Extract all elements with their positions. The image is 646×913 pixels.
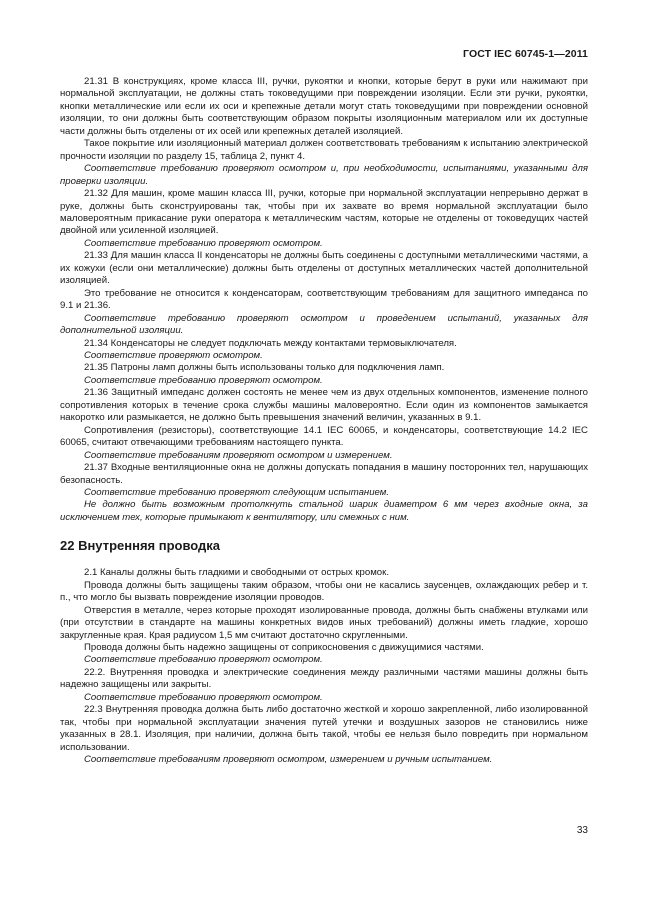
compliance-note: Соответствие требованию проверяют осмотром. [84,691,323,703]
paragraph: Такое покрытие или изоляционный материал должен соответствовать требованиям к испытанию электрической прочности изоляции по разделу 15, таблица 2, пункт 4. [60,138,588,162]
compliance-note: Соответствие проверяют осмотром. [84,349,263,361]
page-content [60,76,588,767]
compliance-note: Соответствие требованию проверяют осмотром. [84,237,323,249]
paragraph: Отверстия в металле, через которые проходят изолированные провода, должны быть снабжены втулками или (при отсутствии в стандарте на машины конкретных видов иных требований) должны иметь гладкие, хорошо закругленные края. Края радиусом 1,5 мм считают достаточно скругленными. [60,604,588,641]
compliance-note: Соответствие требованию проверяют следующим испытанием. [84,486,390,498]
paragraph: 21.33 Для машин класса II конденсаторы не должны быть соединены с доступными металлическими частями, а их кожухи (если они металлические) должны быть отделены от доступных металлических частей дополнительной изоляцией. [60,250,588,287]
paragraph: Провода должны быть защищены таким образом, чтобы они не касались заусенцев, охлаждающих ребер и т. п., что могло бы вызвать повреждение изоляции проводов. [60,579,588,604]
paragraph: 21.36 Защитный импеданс должен состоять не менее чем из двух отдельных компонентов, изменение полного сопротивления которых в течение срока службы машины маловероятно. Если один из компонентов замыкается накоротко или размыкается, не должно быть превышения значений величин, указанных в 9.1. [60,387,588,424]
paragraph: 2.1 Каналы должны быть гладкими и свободными от острых кромок. [84,567,390,579]
paragraph: 21.34 Конденсаторы не следует подключать между контактами термовыключателя. [84,337,457,349]
paragraph: Это требование не относится к конденсаторам, соответствующим требованиям для защитного импеданса по 9.1 и 21.36. [60,287,588,312]
compliance-note: Соответствие требованию проверяют осмотром. [84,374,323,386]
paragraph: 22.2. Внутренняя проводка и электрические соединения между различными частями машины должны быть надежно защищены или закрыты. [60,666,588,691]
compliance-note: Соответствие требованию проверяют осмотром. [84,654,323,666]
compliance-note: Соответствие требованиям проверяют осмотром и измерением. [84,449,393,461]
section-title: 22 Внутренняя проводка [60,538,221,554]
compliance-note: Соответствие требованию проверяют осмотром и проведением испытаний, указанных для дополнительной изоляции. [60,312,588,337]
paragraph: 22.3 Внутренняя проводка должна быть либо достаточно жесткой и хорошо закрепленной, либо изолированной так, чтобы при нормальной эксплуатации значения путей утечки и воздушных зазоров не становились ниже указанных в 28.1. Изоляция, при наличии, должна быть такой, чтобы ее нельзя было повредить при нормальном использовании. [60,704,588,753]
paragraph: 21.37 Входные вентиляционные окна не должны допускать попадания в машину посторонних тел, нарушающих безопасность. [60,462,588,486]
paragraph: 21.35 Патроны ламп должны быть использованы только для подключения ламп. [84,362,445,374]
paragraph: 21.32 Для машин, кроме машин класса III, ручки, которые при нормальной эксплуатации непрерывно держат в руке, должны быть сконструированы так, чтобы при их захвате во время нормальной эксплуатации было маловероятным прикасание руки оператора к металлическим частям, которые не отделены от токоведущих частей двойной или усиленной изоляцией. [60,188,588,237]
paragraph: Провода должны быть надежно защищены от соприкосновения с движущимися частями. [84,642,484,654]
compliance-note: Соответствие требованиям проверяют осмотром, измерением и ручным испытанием. [84,754,493,766]
section-21-paragraphs [60,76,588,524]
section-22-paragraphs [60,567,588,766]
paragraph: 21.31 В конструкциях, кроме класса III, ручки, рукоятки и кнопки, которые берут в руки или нажимают при нормальной эксплуатации, не должны стать токоведущими при повреждении изоляции. Если эти ручки, рукоятки, кнопки металлические или если их оси и крепежные детали могут стать токоведущими при повреждении основной изоляции, то они должны быть соответствующим образом покрыты изоляционным материалом или их доступные части должны быть отделены от их осей или крепежных деталей изоляцией. [60,76,588,137]
page-number: 33 [576,825,588,836]
document-id-header: ГОСТ IEC 60745-1—2011 [463,48,588,60]
paragraph: Сопротивления (резисторы), соответствующие 14.1 IEC 60065, и конденсаторы, соответствующие 14.2 IEC 60065, считают отвечающими требованиям настоящего пункта. [60,424,588,449]
compliance-note: Не должно быть возможным протолкнуть стальной шарик диаметром 6 мм через входные окна, за исключением тех, которые примыкают к вентилятору, или смежных с ним. [60,499,588,523]
compliance-note: Соответствие требованию проверяют осмотром и, при необходимости, испытаниями, указанными для проверки изоляции. [60,163,588,187]
